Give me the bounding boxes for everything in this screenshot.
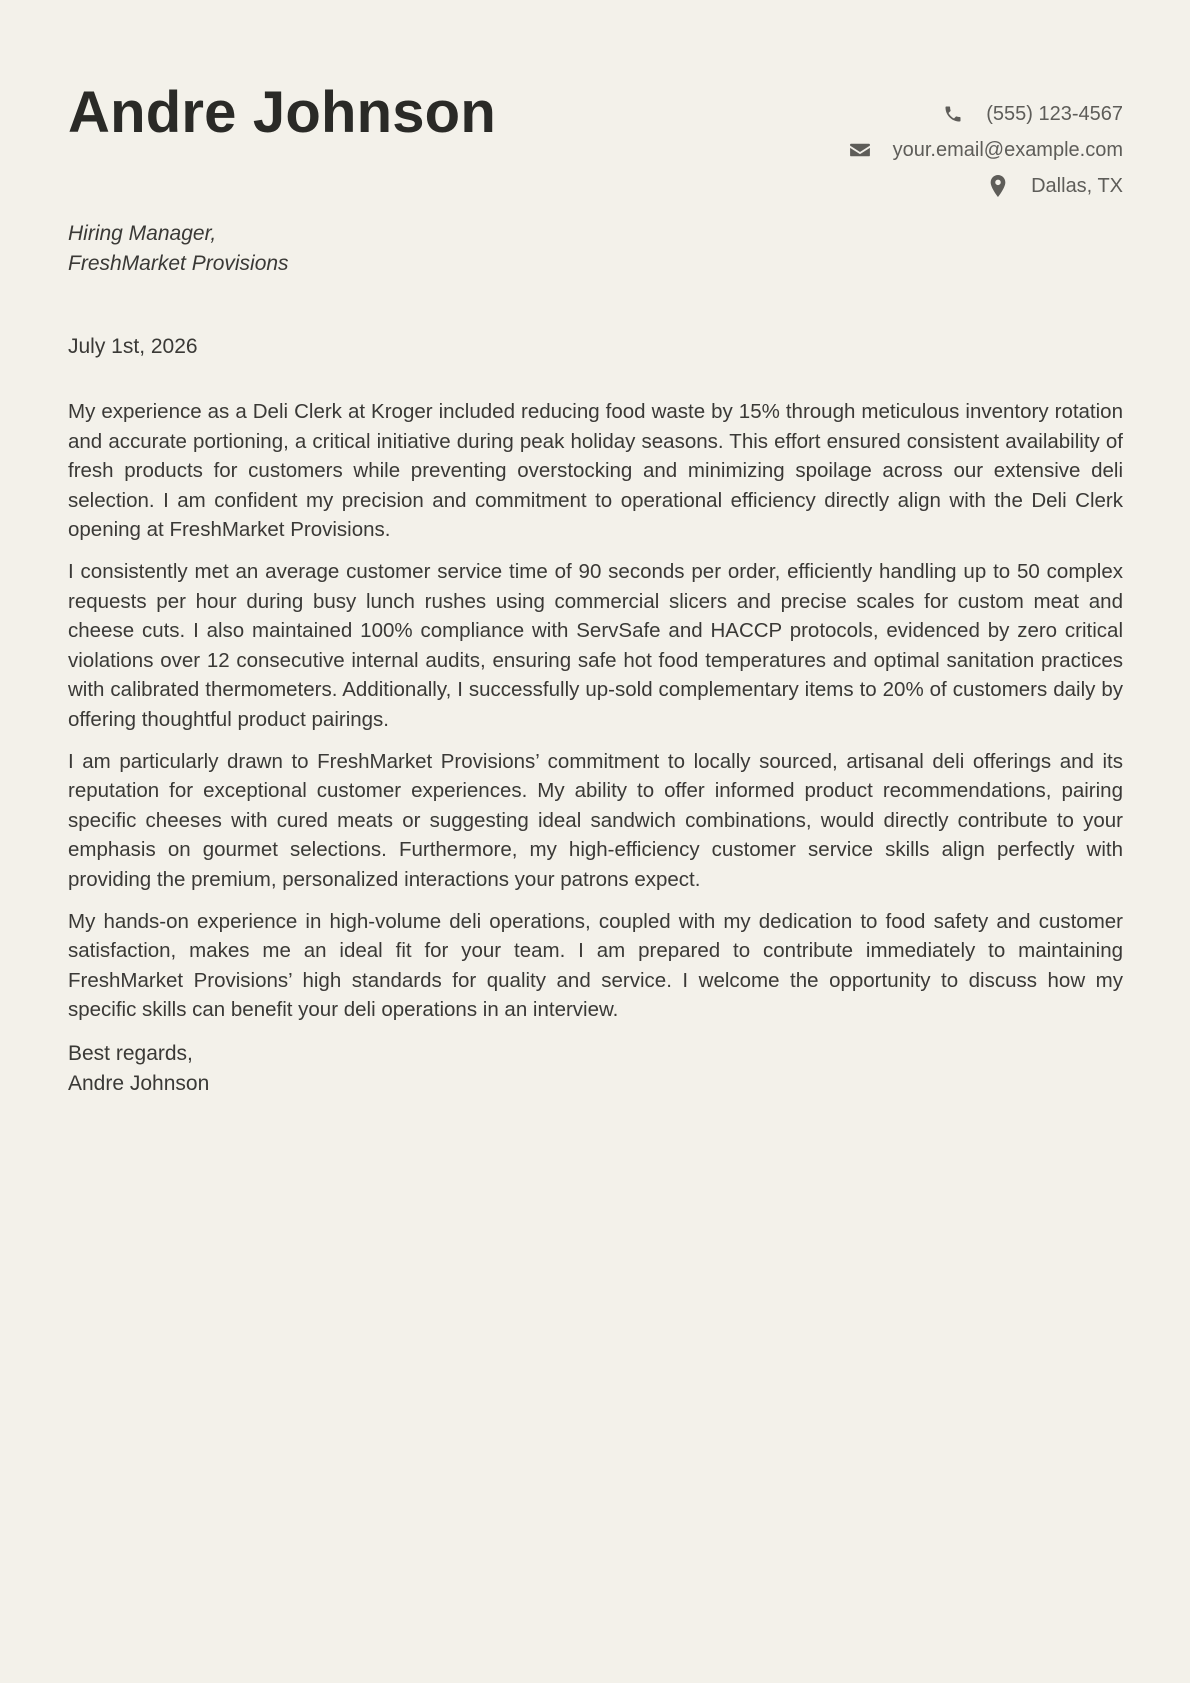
applicant-name: Andre Johnson bbox=[68, 80, 496, 145]
body-paragraph: My hands-on experience in high-volume deli operations, coupled with my dedication to food safety and customer satisfaction, makes me an ideal fit for your team. I am prepared to contribute immediately to maintaining FreshMarket Provisions’ high standards for quality and service. I welcome the opportunity to discuss how my specific skills can benefit your deli operations in an interview. bbox=[68, 909, 1123, 1022]
closing-salutation: Best regards, bbox=[68, 1042, 193, 1065]
closing-signature: Andre Johnson bbox=[68, 1072, 210, 1095]
body-paragraph: My experience as a Deli Clerk at Kroger included reducing food waste by 15% through meticulous inventory rotation and accurate portioning, a critical initiative during peak holiday seasons. This effort ensured consistent availability of fresh products for customers while preventing overstocking and minimizing spoilage across our extensive deli selection. I am confident my precision and commitment to operational efficiency directly align with the Deli Clerk opening at FreshMarket Provisions. bbox=[68, 400, 1123, 542]
recipient-block bbox=[68, 219, 289, 279]
contact-phone-row bbox=[849, 96, 1123, 132]
body-paragraph: I am particularly drawn to FreshMarket Provisions’ commitment to locally sourced, artisanal deli offerings and its reputation for exceptional customer experiences. My ability to offer informed product recommendations, pairing specific cheeses with cured meats or suggesting ideal sandwich combinations, would directly contribute to your emphasis on gourmet selections. Furthermore, my high-efficiency customer service skills align perfectly with providing the premium, personalized interactions your patrons expect. bbox=[68, 749, 1123, 891]
body-paragraph: I consistently met an average customer service time of 90 seconds per order, efficiently handling up to 50 complex requests per hour during busy lunch rushes using commercial slicers and precise scales for custom meat and cheese cuts. I also maintained 100% compliance with ServSafe and HACCP protocols, evidenced by zero critical violations over 12 consecutive internal audits, ensuring safe hot food temperatures and optimal sanitation practices with calibrated thermometers. Additionally, I successfully up-sold complementary items to 20% of customers daily by offering thoughtful product pairings. bbox=[68, 559, 1123, 731]
contact-phone: (555) 123-4567 bbox=[986, 102, 1123, 125]
phone-icon bbox=[942, 103, 964, 125]
letter-body bbox=[68, 397, 1123, 1037]
contact-location: Dallas, TX bbox=[1031, 174, 1123, 197]
closing-block bbox=[68, 1039, 209, 1099]
contact-location-row bbox=[849, 168, 1123, 204]
contact-email: your.email@example.com bbox=[892, 138, 1123, 161]
recipient-company: FreshMarket Provisions bbox=[68, 252, 289, 275]
letter-date: July 1st, 2026 bbox=[68, 335, 198, 358]
recipient-title: Hiring Manager, bbox=[68, 222, 217, 245]
map-pin-icon bbox=[987, 175, 1009, 197]
contact-block bbox=[849, 96, 1123, 204]
envelope-icon bbox=[849, 139, 871, 161]
cover-letter-page bbox=[68, 0, 1123, 1683]
contact-email-row bbox=[849, 132, 1123, 168]
